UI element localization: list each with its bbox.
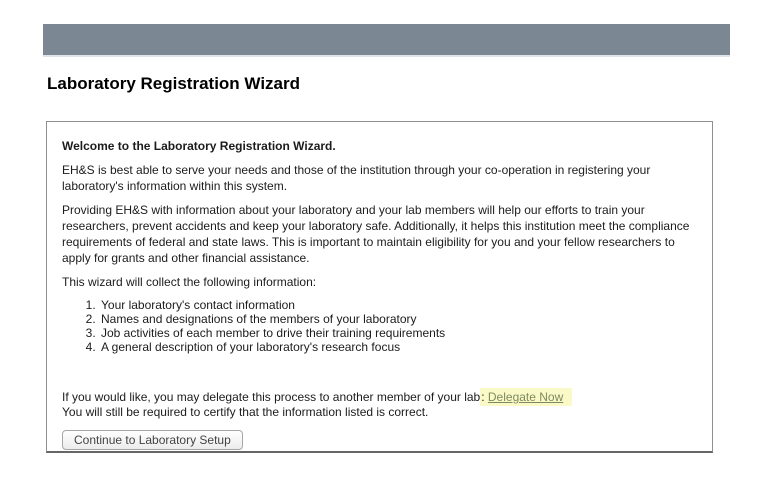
welcome-heading: Welcome to the Laboratory Registration Wizard. xyxy=(62,139,336,153)
wizard-info-item: 4. A general description of your laboratory's research focus xyxy=(99,340,697,354)
delegate-now-link[interactable]: Delegate Now xyxy=(487,390,564,404)
wizard-info-item: 1. Your laboratory's contact information xyxy=(99,298,697,312)
intro-paragraph: EH&S is best able to serve your needs and those of the institution through your co-operation in registering your laboratory's information within this system. xyxy=(62,163,651,193)
delegate-separator: : xyxy=(481,390,488,404)
delegate-highlight xyxy=(480,388,572,406)
benefits-paragraph: Providing EH&S with information about your laboratory and your lab members will help our efforts to train your researchers, prevent accidents and keep your laboratory safe. Additionally, it helps this institution meet the compliance requirements of federal and state laws. This is important to maintain eligibility for you and your fellow researchers to apply for grants and other financial assistance. xyxy=(62,203,690,265)
top-banner xyxy=(43,24,730,57)
wizard-info-lead: This wizard will collect the following information: xyxy=(62,275,317,289)
wizard-info-list xyxy=(62,298,697,354)
delegate-line xyxy=(62,390,697,405)
continue-button[interactable]: Continue to Laboratory Setup xyxy=(62,430,243,450)
wizard-info-item: 3. Job activities of each member to drive their training requirements xyxy=(99,326,697,340)
content-panel xyxy=(46,121,713,453)
certify-note: You will still be required to certify that the information listed is correct. xyxy=(62,405,429,419)
delegate-text: If you would like, you may delegate this process to another member of your lab xyxy=(62,390,481,404)
wizard-info-item: 2. Names and designations of the members of your laboratory xyxy=(99,312,697,326)
page-title: Laboratory Registration Wizard xyxy=(47,74,300,93)
